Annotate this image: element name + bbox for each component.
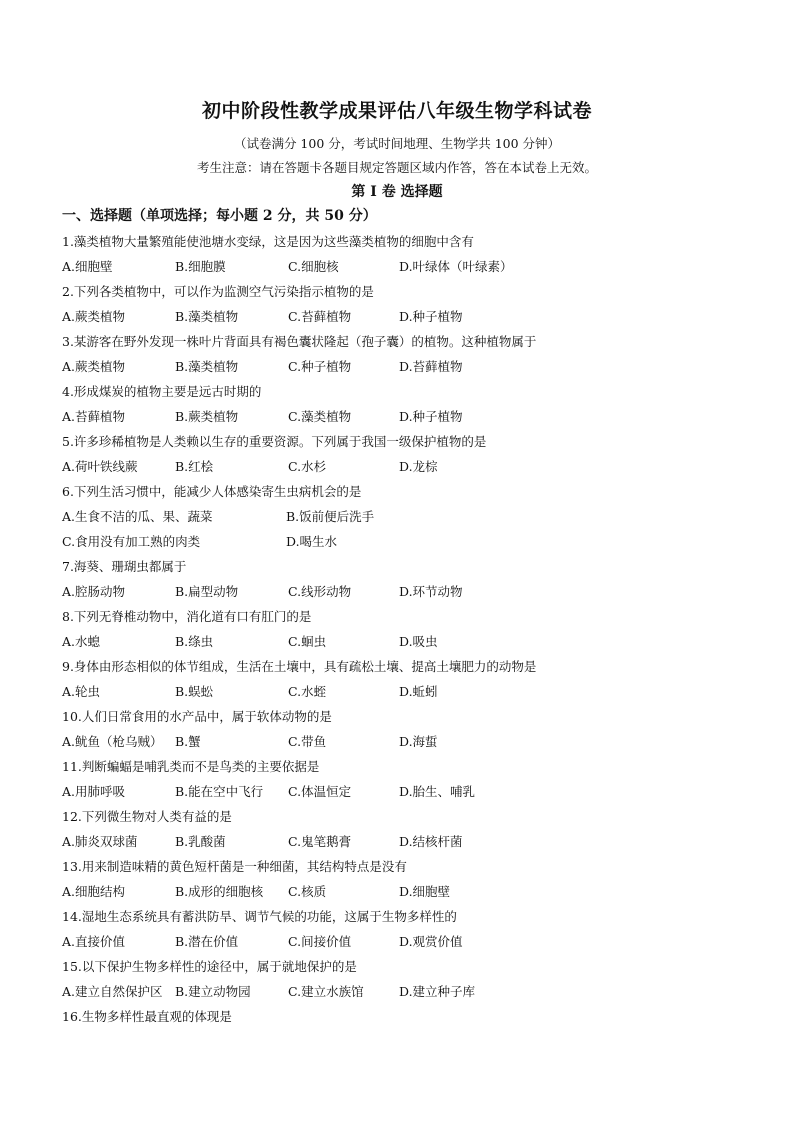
question-stem: 11.判断蝙蝠是哺乳类而不是鸟类的主要依据是: [62, 759, 320, 774]
question-options: [62, 629, 742, 654]
question-stem: 10.人们日常食用的水产品中，属于软体动物的是: [62, 709, 332, 724]
option-c: C.线形动物: [288, 584, 352, 599]
option-a: A.生食不洁的瓜、果、蔬菜: [62, 509, 213, 524]
option-c: C.水蛭: [288, 684, 327, 699]
option-b: B.成形的细胞核: [175, 884, 264, 899]
option-c: C.藻类植物: [288, 409, 352, 424]
option-b: B.藻类植物: [175, 309, 239, 324]
option-b: B.细胞膜: [175, 259, 226, 274]
exam-subtitle: （试卷满分 100 分，考试时间地理、生物学共 100 分钟）: [233, 136, 561, 151]
question-options: [62, 979, 742, 1004]
option-b: B.蕨类植物: [175, 409, 239, 424]
question-options: [62, 829, 742, 854]
option-d: D.种子植物: [399, 309, 463, 324]
question-stem: 12.下列微生物对人类有益的是: [62, 809, 232, 824]
option-b: B.扁型动物: [175, 584, 239, 599]
question-stem: 8.下列无脊椎动物中，消化道有口有肛门的是: [62, 609, 312, 624]
question-stem: 1.藻类植物大量繁殖能使池塘水变绿，这是因为这些藻类植物的细胞中含有: [62, 234, 474, 249]
option-d: D.胎生、哺乳: [399, 784, 476, 799]
option-a: A.轮虫: [62, 684, 101, 699]
option-a: A.苔藓植物: [62, 409, 126, 424]
option-b: B.建立动物园: [175, 984, 251, 999]
option-b: B.蟹: [175, 734, 201, 749]
option-a: A.荷叶铁线蕨: [62, 459, 138, 474]
option-c: C.水杉: [288, 459, 327, 474]
question-options: [62, 354, 742, 379]
question-stem: 5.许多珍稀植物是人类赖以生存的重要资源。下列属于我国一级保护植物的是: [62, 434, 487, 449]
question-stem: 7.海葵、珊瑚虫都属于: [62, 559, 187, 574]
question-options: [62, 454, 742, 479]
option-a: A.建立自然保护区: [62, 984, 163, 999]
option-c: C.鬼笔鹅膏: [288, 834, 352, 849]
question-options: [62, 779, 742, 804]
option-c: C.间接价值: [288, 934, 352, 949]
question-stem: 16.生物多样性最直观的体现是: [62, 1009, 232, 1024]
option-b: B.能在空中飞行: [175, 784, 264, 799]
option-d: D.种子植物: [399, 409, 463, 424]
question-options: [62, 304, 742, 329]
option-c: C.种子植物: [288, 359, 352, 374]
exam-title: 初中阶段性教学成果评估八年级生物学科试卷: [201, 100, 592, 122]
option-b: B.红桧: [175, 459, 214, 474]
question-stem: 9.身体由形态相似的体节组成，生活在土壤中，具有疏松土壤、提高土壤肥力的动物是: [62, 659, 537, 674]
option-a: A.蕨类植物: [62, 309, 126, 324]
question-options: [62, 729, 742, 754]
question-stem: 3.某游客在野外发现一株叶片背面具有褐色囊状隆起（孢子囊）的植物。这种植物属于: [62, 334, 537, 349]
question-stem: 13.用来制造味精的黄色短杆菌是一种细菌，其结构特点是没有: [62, 859, 407, 874]
option-d: D.龙棕: [399, 459, 438, 474]
question-options: [62, 679, 742, 704]
option-d: D.苔藓植物: [399, 359, 463, 374]
section-title: 一、选择题（单项选择；每小题 2 分，共 50 分）: [62, 208, 377, 224]
part-title: 第 I 卷 选择题: [351, 184, 443, 200]
option-c: C.食用没有加工熟的肉类: [62, 534, 201, 549]
option-c: C.蛔虫: [288, 634, 327, 649]
question-list: [62, 229, 742, 1029]
option-b: B.潜在价值: [175, 934, 239, 949]
option-a: A.腔肠动物: [62, 584, 126, 599]
option-b: B.乳酸菌: [175, 834, 226, 849]
option-d: D.建立种子库: [399, 984, 476, 999]
question-options: [62, 929, 742, 954]
option-d: D.环节动物: [399, 584, 463, 599]
option-d: D.喝生水: [286, 534, 338, 549]
question-stem: 4.形成煤炭的植物主要是远古时期的: [62, 384, 262, 399]
option-c: C.带鱼: [288, 734, 327, 749]
option-d: D.结核杆菌: [399, 834, 463, 849]
question-stem: 6.下列生活习惯中，能减少人体感染寄生虫病机会的是: [62, 484, 362, 499]
option-b: B.饭前便后洗手: [286, 509, 375, 524]
question-stem: 14.湿地生态系统具有蓄洪防旱、调节气候的功能，这属于生物多样性的: [62, 909, 457, 924]
option-a: A.用肺呼吸: [62, 784, 126, 799]
exam-notice: 考生注意：请在答题卡各题目规定答题区域内作答，答在本试卷上无效。: [196, 160, 597, 175]
option-a: A.细胞结构: [62, 884, 126, 899]
option-a: A.直接价值: [62, 934, 126, 949]
question-options: [62, 879, 742, 904]
question-options: [62, 404, 742, 429]
option-d: D.蚯蚓: [399, 684, 438, 699]
question-options: [62, 579, 742, 604]
option-c: C.细胞核: [288, 259, 339, 274]
option-a: A.细胞壁: [62, 259, 113, 274]
option-b: B.绦虫: [175, 634, 214, 649]
option-d: D.吸虫: [399, 634, 438, 649]
option-b: B.蜈蚣: [175, 684, 214, 699]
question-stem: 2.下列各类植物中，可以作为监测空气污染指示植物的是: [62, 284, 374, 299]
option-a: A.蕨类植物: [62, 359, 126, 374]
option-c: C.体温恒定: [288, 784, 352, 799]
option-a: A.肺炎双球菌: [62, 834, 138, 849]
question-stem: 15.以下保护生物多样性的途径中，属于就地保护的是: [62, 959, 357, 974]
option-d: D.海蜇: [399, 734, 438, 749]
option-d: D.观赏价值: [399, 934, 463, 949]
option-b: B.藻类植物: [175, 359, 239, 374]
option-a: A.水螅: [62, 634, 101, 649]
question-options: [62, 504, 742, 554]
option-c: C.建立水族馆: [288, 984, 364, 999]
option-a: A.鱿鱼（枪乌贼）: [62, 734, 163, 749]
option-c: C.核质: [288, 884, 327, 899]
question-options: [62, 254, 742, 279]
option-d: D.细胞壁: [399, 884, 451, 899]
option-c: C.苔藓植物: [288, 309, 352, 324]
option-d: D.叶绿体（叶绿素）: [399, 259, 513, 274]
